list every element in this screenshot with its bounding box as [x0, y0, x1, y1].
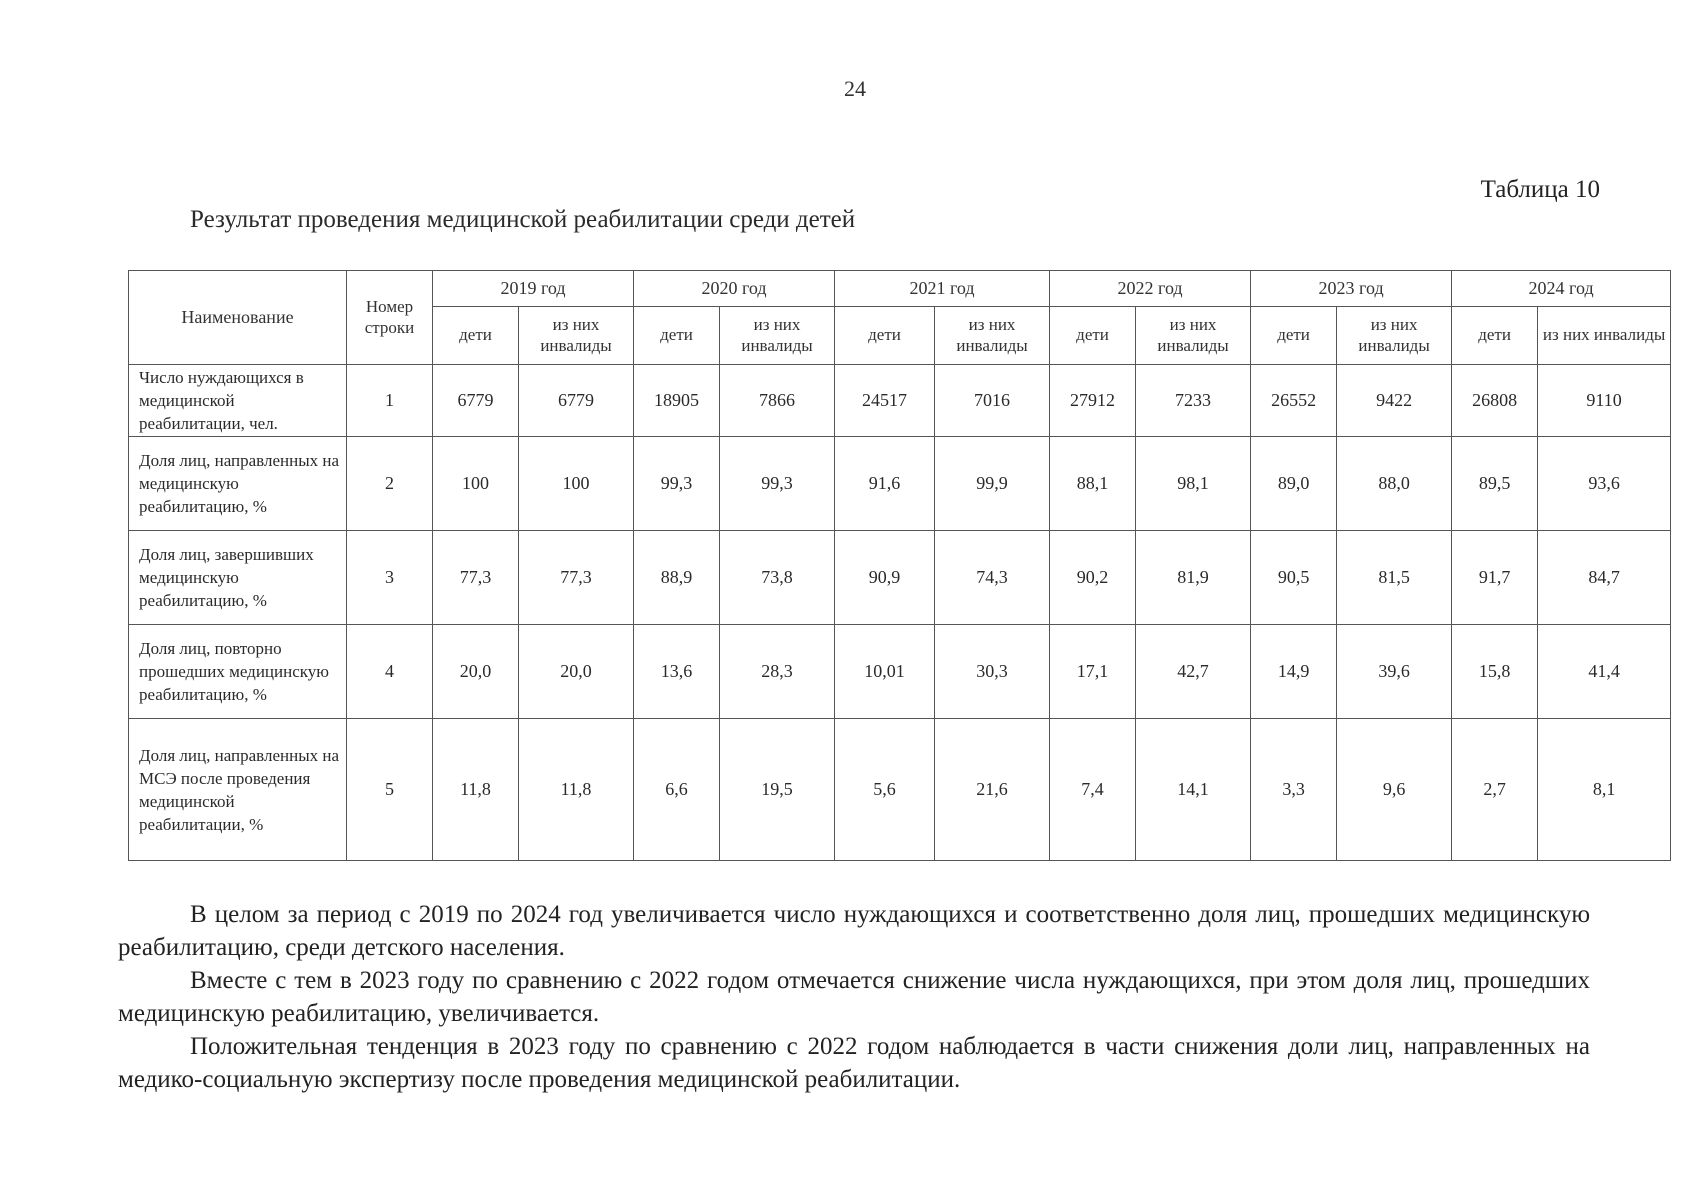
- table-row: [129, 531, 1671, 625]
- cell-value: 84,7: [1538, 531, 1671, 625]
- cell-value: 11,8: [519, 719, 634, 861]
- cell-value: 91,6: [835, 437, 935, 531]
- cell-value: 42,7: [1136, 625, 1251, 719]
- cell-value: 10,01: [835, 625, 935, 719]
- cell-value: 90,2: [1050, 531, 1136, 625]
- subheader-disabled: из них инвалиды: [720, 307, 835, 365]
- cell-value: 27912: [1050, 365, 1136, 437]
- cell-value: 24517: [835, 365, 935, 437]
- paragraph: Вместе с тем в 2023 году по сравнению с 2022 годом отмечается снижение числа нуждающихся, при этом доля лиц, прошедших медицинскую реабилитацию, увеличивается.: [118, 967, 1590, 1027]
- cell-value: 89,0: [1251, 437, 1337, 531]
- cell-value: 26808: [1452, 365, 1538, 437]
- subheader-children: дети: [835, 307, 935, 365]
- cell-value: 77,3: [433, 531, 519, 625]
- cell-value: 88,1: [1050, 437, 1136, 531]
- paragraph: В целом за период с 2019 по 2024 год увеличивается число нуждающихся и соответственно доля лиц, прошедших медицинскую реабилитацию, среди детского населения.: [118, 901, 1590, 961]
- cell-value: 74,3: [935, 531, 1050, 625]
- cell-value: 17,1: [1050, 625, 1136, 719]
- header-row-years: [129, 271, 1671, 307]
- subheader-disabled: из них инвалиды: [935, 307, 1050, 365]
- paragraph: Положительная тенденция в 2023 году по сравнению с 2022 годом наблюдается в части снижения доли лиц, направленных на медико-социальную экспертизу после проведения медицинской реабилитации.: [118, 1033, 1590, 1093]
- cell-value: 9,6: [1337, 719, 1452, 861]
- cell-value: 11,8: [433, 719, 519, 861]
- cell-value: 100: [519, 437, 634, 531]
- cell-value: 5,6: [835, 719, 935, 861]
- cell-value: 2,7: [1452, 719, 1538, 861]
- cell-value: 73,8: [720, 531, 835, 625]
- header-year-2023: 2023 год: [1251, 271, 1452, 307]
- cell-value: 20,0: [519, 625, 634, 719]
- cell-value: 20,0: [433, 625, 519, 719]
- cell-value: 81,5: [1337, 531, 1452, 625]
- subheader-children: дети: [1251, 307, 1337, 365]
- row-name: Доля лиц, завершивших медицинскую реабилитацию, %: [129, 531, 347, 625]
- cell-value: 7866: [720, 365, 835, 437]
- cell-value: 14,9: [1251, 625, 1337, 719]
- row-number: 4: [347, 625, 433, 719]
- table-row: [129, 365, 1671, 437]
- row-number: 2: [347, 437, 433, 531]
- row-name: Доля лиц, направленных на МСЭ после проведения медицинской реабилитации, %: [129, 719, 347, 861]
- table-row: [129, 719, 1671, 861]
- cell-value: 7233: [1136, 365, 1251, 437]
- subheader-disabled: из них инвалиды: [519, 307, 634, 365]
- cell-value: 3,3: [1251, 719, 1337, 861]
- row-number: 3: [347, 531, 433, 625]
- cell-value: 89,5: [1452, 437, 1538, 531]
- cell-value: 6779: [519, 365, 634, 437]
- cell-value: 30,3: [935, 625, 1050, 719]
- row-number: 1: [347, 365, 433, 437]
- cell-value: 88,9: [634, 531, 720, 625]
- cell-value: 28,3: [720, 625, 835, 719]
- row-name: Доля лиц, направленных на медицинскую реабилитацию, %: [129, 437, 347, 531]
- row-name: Число нуждающихся в медицинской реабилитации, чел.: [129, 365, 347, 437]
- subheader-disabled: из них инвалиды: [1136, 307, 1251, 365]
- cell-value: 91,7: [1452, 531, 1538, 625]
- cell-value: 90,9: [835, 531, 935, 625]
- header-name: Наименование: [129, 271, 347, 365]
- cell-value: 9110: [1538, 365, 1671, 437]
- cell-value: 19,5: [720, 719, 835, 861]
- cell-value: 8,1: [1538, 719, 1671, 861]
- header-row-number: Номер строки: [347, 271, 433, 365]
- table-label: Таблица 10: [1480, 176, 1600, 203]
- cell-value: 77,3: [519, 531, 634, 625]
- cell-value: 18905: [634, 365, 720, 437]
- cell-value: 39,6: [1337, 625, 1452, 719]
- cell-value: 99,3: [634, 437, 720, 531]
- header-year-2024: 2024 год: [1452, 271, 1671, 307]
- cell-value: 13,6: [634, 625, 720, 719]
- cell-value: 15,8: [1452, 625, 1538, 719]
- body-text: [118, 898, 1590, 1096]
- cell-value: 100: [433, 437, 519, 531]
- cell-value: 7016: [935, 365, 1050, 437]
- page-number: 24: [844, 76, 866, 101]
- cell-value: 98,1: [1136, 437, 1251, 531]
- cell-value: 81,9: [1136, 531, 1251, 625]
- cell-value: 14,1: [1136, 719, 1251, 861]
- header-year-2020: 2020 год: [634, 271, 835, 307]
- cell-value: 99,9: [935, 437, 1050, 531]
- table-row: [129, 625, 1671, 719]
- subheader-children: дети: [1452, 307, 1538, 365]
- table-row: [129, 437, 1671, 531]
- table-title: Результат проведения медицинской реабилитации среди детей: [190, 206, 856, 233]
- cell-value: 7,4: [1050, 719, 1136, 861]
- header-year-2022: 2022 год: [1050, 271, 1251, 307]
- cell-value: 93,6: [1538, 437, 1671, 531]
- subheader-disabled: из них инвалиды: [1538, 307, 1671, 365]
- subheader-children: дети: [433, 307, 519, 365]
- cell-value: 9422: [1337, 365, 1452, 437]
- subheader-children: дети: [1050, 307, 1136, 365]
- cell-value: 21,6: [935, 719, 1050, 861]
- rehabilitation-table: [128, 270, 1671, 861]
- cell-value: 6779: [433, 365, 519, 437]
- cell-value: 6,6: [634, 719, 720, 861]
- cell-value: 41,4: [1538, 625, 1671, 719]
- subheader-children: дети: [634, 307, 720, 365]
- cell-value: 88,0: [1337, 437, 1452, 531]
- row-name: Доля лиц, повторно прошедших медицинскую реабилитацию, %: [129, 625, 347, 719]
- header-year-2021: 2021 год: [835, 271, 1050, 307]
- subheader-disabled: из них инвалиды: [1337, 307, 1452, 365]
- cell-value: 99,3: [720, 437, 835, 531]
- cell-value: 90,5: [1251, 531, 1337, 625]
- header-year-2019: 2019 год: [433, 271, 634, 307]
- row-number: 5: [347, 719, 433, 861]
- cell-value: 26552: [1251, 365, 1337, 437]
